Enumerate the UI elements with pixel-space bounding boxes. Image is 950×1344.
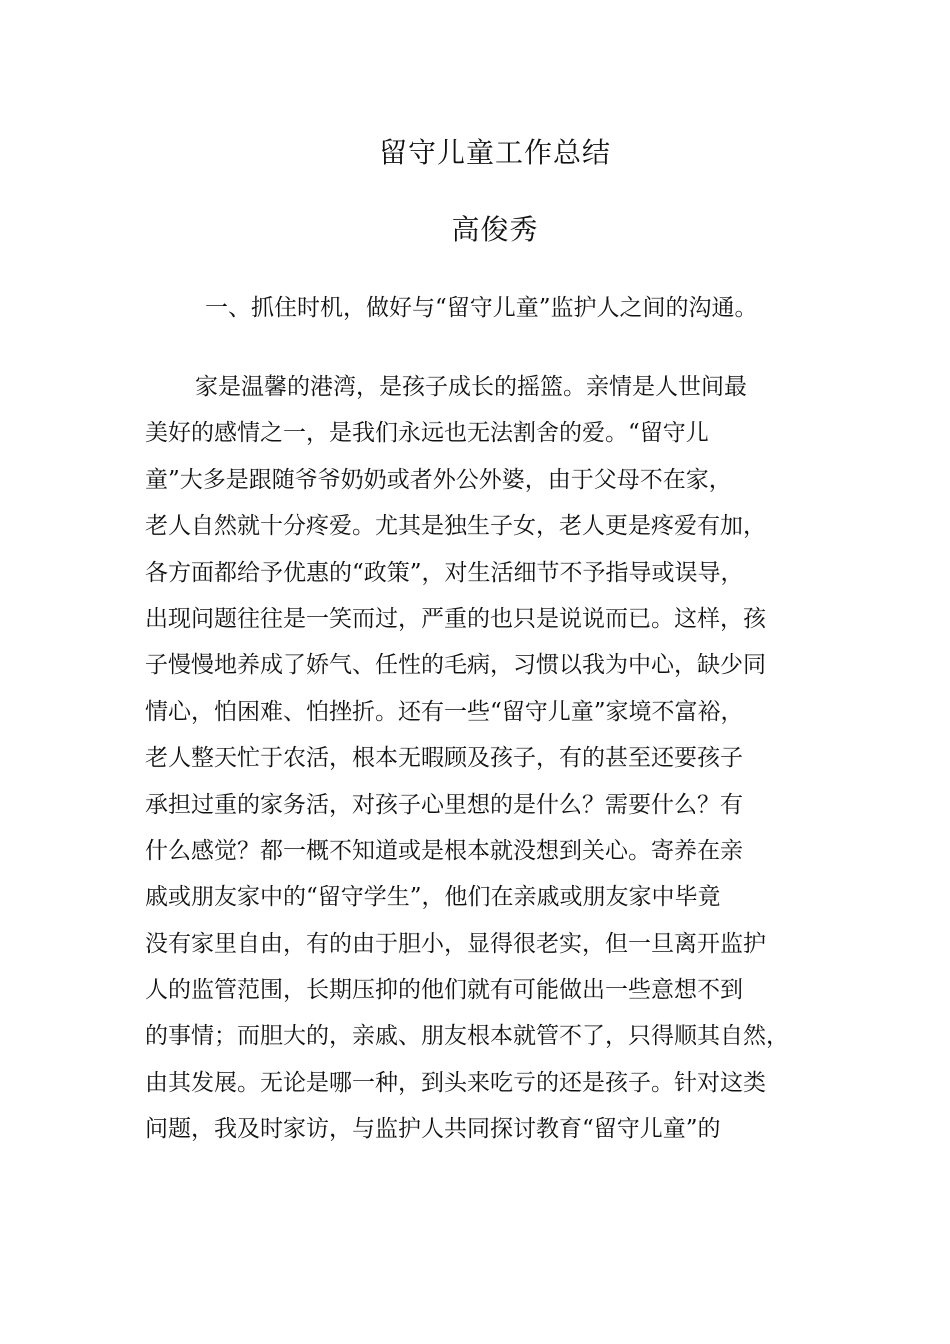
body-line: 没有家里自由，有的由于胆小，显得很老实，但一旦离开监护 [145,930,766,957]
body-line: 的事情；而胆大的，亲戚、朋友根本就管不了，只得顺其自然， [145,1023,789,1050]
body-line: 什么感觉？都一概不知道或是根本就没想到关心。寄养在亲 [145,837,743,864]
body-line: 各方面都给予优惠的“政策”，对生活细节不予指导或误导， [145,559,744,586]
body-line: 出现问题往往是一笑而过，严重的也只是说说而已。这样，孩 [145,605,766,632]
body-paragraph [145,364,825,1153]
body-line: 老人整天忙于农活，根本无暇顾及孩子，有的甚至还要孩子 [145,745,743,772]
document-title: 留守儿童工作总结 [378,136,611,169]
body-line: 由其发展。无论是哪一种，到头来吃亏的还是孩子。针对这类 [145,1069,766,1096]
body-line: 戚或朋友家中的“留守学生”，他们在亲戚或朋友家中毕竟 [145,884,721,911]
body-line: 人的监管范围，长期压抑的他们就有可能做出一些意想不到 [145,977,743,1004]
body-line: 承担过重的家务活，对孩子心里想的是什么？需要什么？有 [145,791,743,818]
body-line: 问题，我及时家访，与监护人共同探讨教育“留守儿童”的 [145,1116,721,1143]
section-heading: 一、抓住时机，做好与“留守儿童”监护人之间的沟通。 [205,295,758,321]
body-line: 子慢慢地养成了娇气、任性的毛病，习惯以我为中心，缺少同 [145,652,766,679]
body-line: 家是温馨的港湾，是孩子成长的摇篮。亲情是人世间最 [195,374,747,400]
body-line: 老人自然就十分疼爱。尤其是独生子女，老人更是疼爱有加， [145,513,766,540]
body-line: 童”大多是跟随爷爷奶奶或者外公外婆，由于父母不在家， [145,466,732,493]
body-line: 美好的感情之一，是我们永远也无法割舍的爱。“留守儿 [145,420,709,447]
document-author: 高俊秀 [451,213,539,246]
body-line: 情心，怕困难、怕挫折。还有一些“留守儿童”家境不富裕， [145,698,744,725]
